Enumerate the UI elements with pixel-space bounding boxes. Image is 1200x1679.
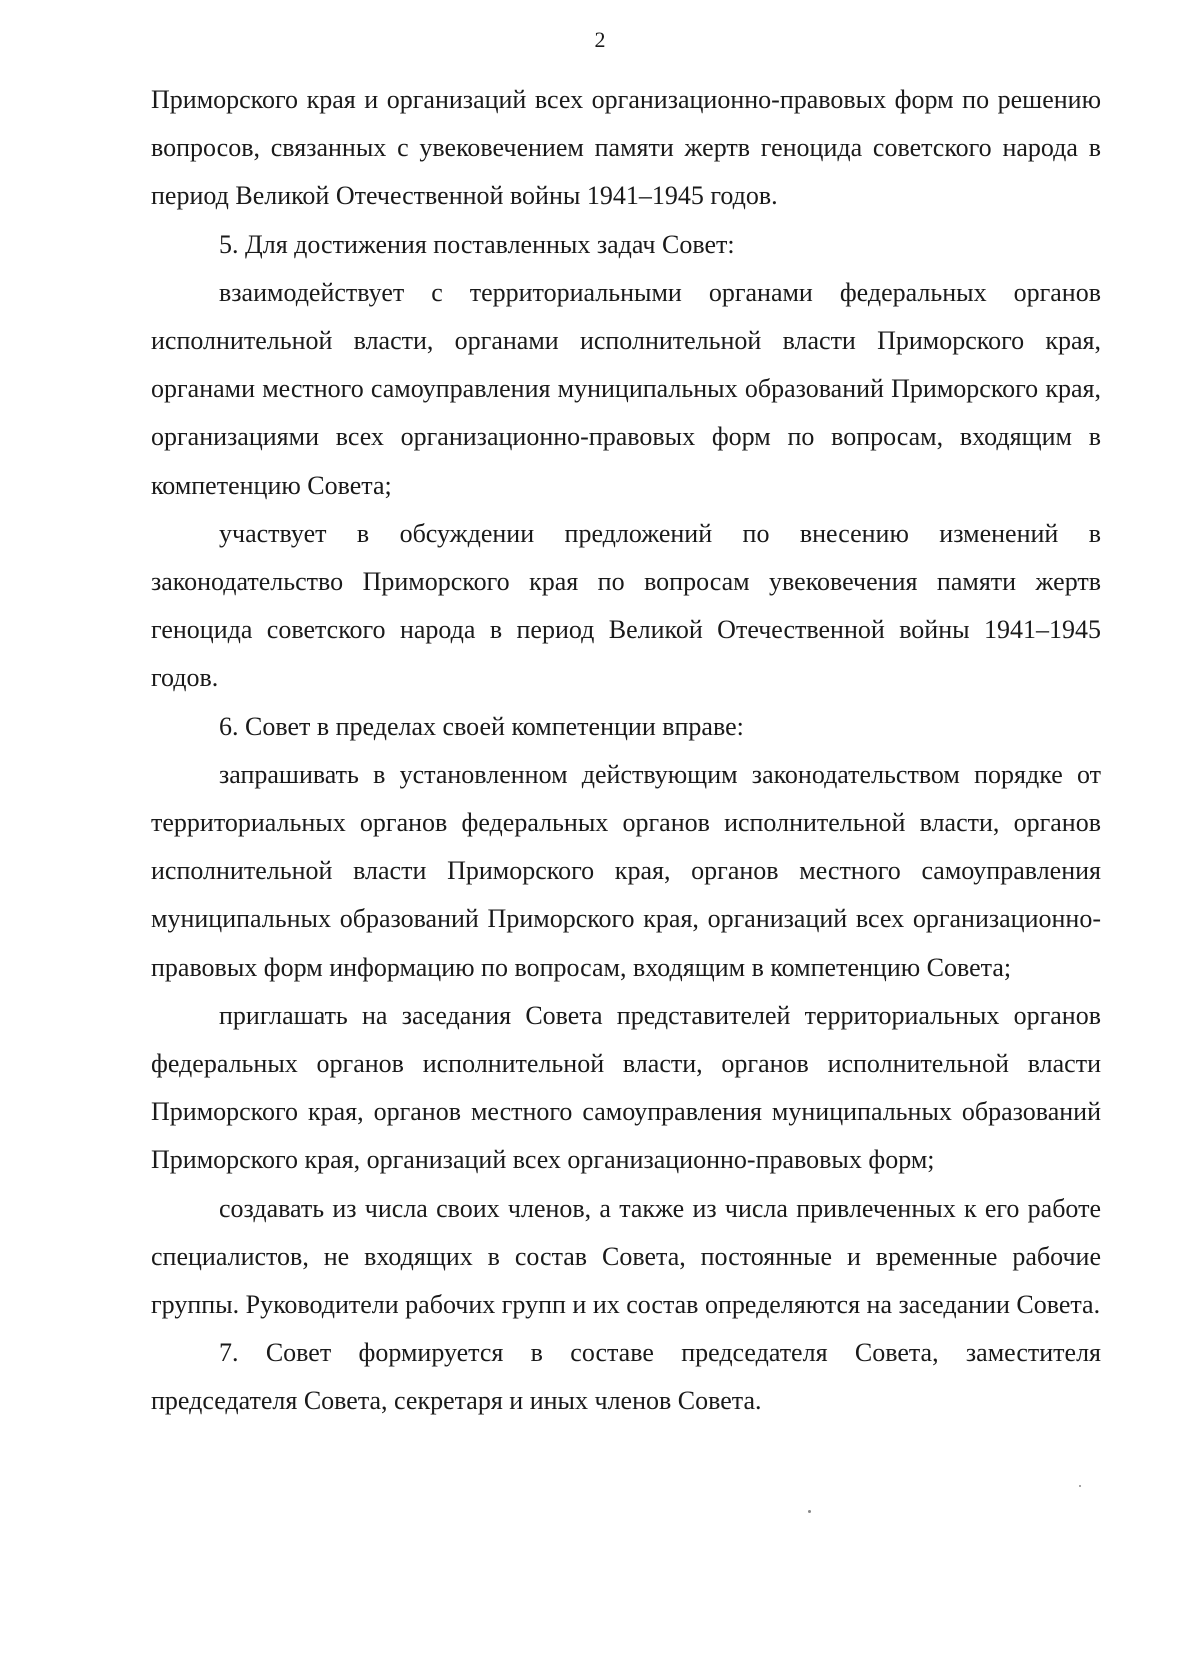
paragraph-item-6-invite: приглашать на заседания Совета представителей территориальных органов федеральных органов исполнительной власти, органов исполнительной власти Приморского края, органов местного самоуправления муниципальных образований Приморского края, организаций всех организационно-правовых форм;	[151, 1000, 1101, 1175]
paragraph-item-5-legislation: участвует в обсуждении предложений по внесению изменений в законодательство Приморского края по вопросам увековечения памяти жертв геноцида советского народа в период Великой Отечественной войны 1941–1945 годов.	[151, 518, 1101, 693]
paragraph-item-5-interaction: взаимодействует с территориальными органами федеральных органов исполнительной власти, органами исполнительной власти Приморского края, органами местного самоуправления муниципальных образований Приморского края, организациями всех организационно-правовых форм по вопросам, входящим в компетенцию Совета;	[151, 277, 1101, 500]
paragraph-item-7-composition: 7. Совет формируется в составе председателя Совета, заместителя председателя Совета, секретаря и иных членов Совета.	[151, 1338, 1101, 1416]
page-number: 2	[594, 27, 606, 52]
paragraph-continuation: Приморского края и организаций всех организационно-правовых форм по решению вопросов, связанных с увековечением памяти жертв геноцида советского народа в период Великой Отечественной войны 1941–1945 годов.	[151, 85, 1101, 211]
scan-speck	[1079, 1485, 1081, 1487]
paragraph-item-6-request: запрашивать в установленном действующим законодательством порядке от территориальных органов федеральных органов исполнительной власти, органов исполнительной власти Приморского края, органов местного самоуправления муниципальных образований Приморского края, организаций всех организационно-правовых форм информацию по вопросам, входящим в компетенцию Совета;	[151, 759, 1101, 982]
paragraph-item-6-heading: 6. Совет в пределах своей компетенции вправе:	[219, 711, 744, 741]
paragraph-item-5-heading: 5. Для достижения поставленных задач Совет:	[219, 229, 735, 259]
scan-speck	[808, 1510, 811, 1513]
document-body	[151, 76, 1101, 1426]
paragraph-item-6-working-groups: создавать из числа своих членов, а также из числа привлеченных к его работе специалистов, не входящих в состав Совета, постоянные и временные рабочие группы. Руководители рабочих групп и их состав определяются на заседании Совета.	[151, 1193, 1101, 1320]
